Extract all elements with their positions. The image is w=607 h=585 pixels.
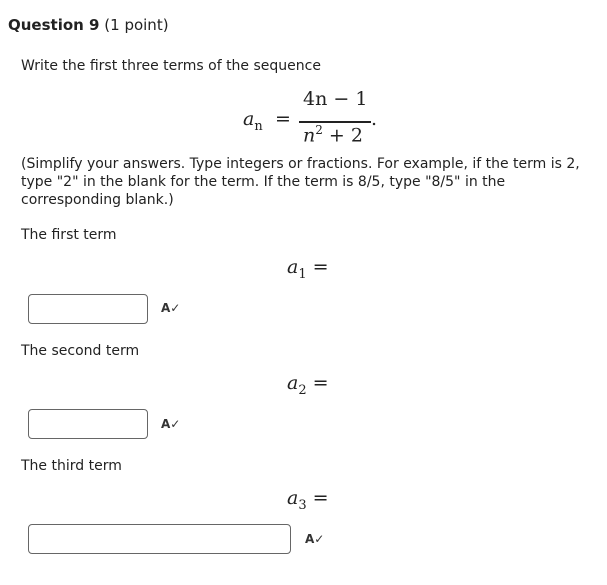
formula-denominator: $n^2 + 2$ xyxy=(303,123,363,147)
question-header xyxy=(8,16,169,34)
term-variable: $a_1$ = xyxy=(287,256,329,282)
term-variable: $a_2$ = xyxy=(287,372,329,398)
term-label: The third term xyxy=(21,458,122,474)
term-label: The first term xyxy=(21,227,117,243)
term-label: The second term xyxy=(21,343,140,359)
spell-check-icon[interactable]: A✓ xyxy=(305,532,325,546)
instructions: (Simplify your answers. Type integers or fractions. For example, if the term is 2, type "2" in the blank for the term. If the term is 8/5, type "8/5" in the corresponding blank.) xyxy=(21,156,580,208)
prompt: Write the first three terms of the sequence xyxy=(21,58,321,74)
first-term-input[interactable] xyxy=(28,294,148,324)
question-number: Question 9 xyxy=(8,16,100,34)
spell-check-icon[interactable]: A✓ xyxy=(161,301,181,315)
formula-numerator: 4n − 1 xyxy=(303,88,368,110)
formula-equals: = xyxy=(275,108,291,130)
third-term-input[interactable] xyxy=(28,524,291,554)
question-points: (1 point) xyxy=(104,16,169,34)
formula-lhs: $a_n$ xyxy=(243,108,263,134)
second-term-input[interactable] xyxy=(28,409,148,439)
term-variable: $a_3$ = xyxy=(287,487,329,513)
sequence-formula xyxy=(243,88,383,148)
spell-check-icon[interactable]: A✓ xyxy=(161,417,181,431)
formula-period: . xyxy=(371,108,378,130)
